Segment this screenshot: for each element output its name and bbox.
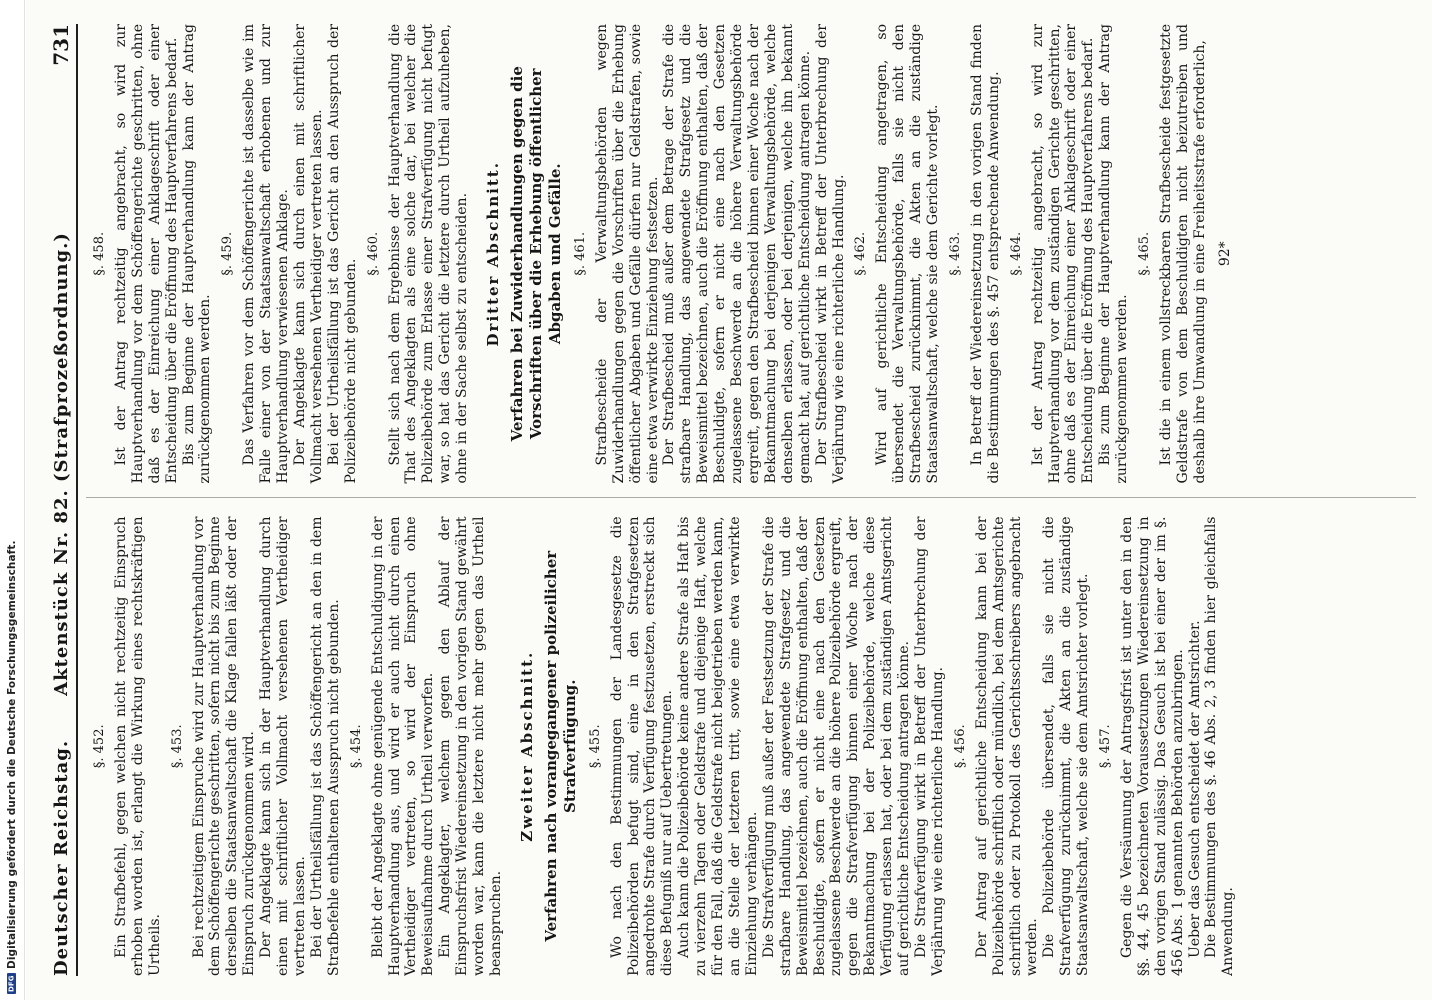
scan-credit-strip xyxy=(0,0,25,1000)
paragraph-text: Bis zum Beginne der Hauptverhandlung kann der Antrag zurückgenommen werden. xyxy=(1097,24,1131,484)
paragraph-text: Die Strafverfügung wirkt in Betreff der Unterbrechung der Verjährung wie eine richterliche Handlung. xyxy=(912,516,946,976)
paragraph-text: Bleibt der Angeklagte ohne genügende Entschuldigung in der Hauptverhandlung aus, und wird er auch nicht durch einen Vertheidiger vertreten, so wird der Einspruch ohne Beweisaufnahme durch Urtheil verworfen. xyxy=(369,516,437,976)
paragraph-text: Der Strafbescheid muß außer dem Betrage der Strafe die strafbare Handlung, das angewendete Strafgesetz und die Beweismittel bezeichnen, auch die Eröffnung enthalten, daß der Beschuldigte, sofern er nicht eine nach den Gesetzen zugelassene Beschwerde an die höhere Verwaltungsbehörde ergreift, gegen den Strafbescheid binnen einer Woche nach der Bekanntmachung bei derjenigen Verwaltungsbehörde, welche denselben erlassen, oder bei derjenigen, welche ihn bekannt gemacht hat, auf gerichtliche Entscheidung antragen könne. xyxy=(661,24,813,484)
paragraph-text: Der Strafbescheid wirkt in Betreff der Unterbrechung der Verjährung wie eine richterliche Handlung. xyxy=(813,24,847,484)
page-number: 731 xyxy=(49,24,73,66)
paragraph-number: §. 455. xyxy=(587,724,603,769)
paragraph-number: §. 457. xyxy=(1098,724,1114,769)
paragraph-text: Gegen die Versäumung der Antragsfrist ist unter den in den §§. 44, 45 bezeichneten Voraussetzungen Wiedereinsetzung in den vorigen Stand zulässig. Das Gesuch ist bei einer der im §. 456 Abs. 1 genannten Behörden anzubringen. xyxy=(1118,516,1186,976)
paragraph-number: §. 462. xyxy=(853,231,869,276)
paragraph-text: Der Angeklagte kann sich durch einen mit schriftlicher Vollmacht versehenen Vertheidiger vertreten lassen. xyxy=(291,24,325,484)
paragraph-number: §. 452. xyxy=(92,724,107,769)
dfg-logo: DFG xyxy=(7,975,16,992)
paragraph-text: Wird auf gerichtliche Entscheidung angetragen, so übersendet die Verwaltungsbehörde, falls sie nicht den Strafbescheid zurücknimmt, die Akten an die zuständige Staatsanwaltschaft, welche sie dem Gerichte vorlegt. xyxy=(874,24,942,484)
paragraph-text: Strafbescheide der Verwaltungsbehörden wegen Zuwiderhandlungen gegen die Vorschriften über die Erhebung öffentlicher Abgaben und Gefälle dürfen nur Geldstrafen, sowie eine etwa verwirkte Einziehung festsetzen. xyxy=(593,24,661,484)
paragraph-text: Die Bestimmungen des §. 46 Abs. 2, 3 finden hier gleichfalls Anwendung. xyxy=(1203,516,1237,976)
right-column xyxy=(86,24,1416,499)
paragraph-text: Das Verfahren vor dem Schöffengerichte ist dasselbe wie im Falle einer von der Staatsanwaltschaft erhobenen und zur Hauptverhandlung verwiesenen Anklage. xyxy=(241,24,292,484)
paragraph-text: Bei rechtzeitigem Einspruche wird zur Hauptverhandlung vor dem Schöffengerichte geschritten, sofern nicht bis zum Beginne derselben die Staatsanwaltschaft die Klage fallen läßt oder der Einspruch zurückgenommen wird. xyxy=(190,516,258,976)
document-reference: Aktenstück Nr. 82. (Strafprozeßordnung.) xyxy=(51,232,72,696)
left-column xyxy=(86,517,1416,977)
paragraph-text: Der Angeklagte kann sich in der Hauptverhandlung durch einen mit schriftlicher Vollmacht versehenen Vertheidiger vertreten lassen. xyxy=(258,516,308,976)
section-title: Verfahren bei Zuwiderhandlungen gegen die Vorschriften über die Erhebung öffentlicher Abgaben und Gefälle. xyxy=(507,66,564,442)
paragraph-number: §. 458. xyxy=(92,231,107,276)
paragraph-text: Ein Angeklagter, welchem gegen den Ablauf der Einspruchsfrist Wiedereinsetzung in den vorigen Stand gewährt worden war, kann die letztere nicht mehr gegen das Urtheil beanspruchen. xyxy=(437,516,504,976)
page-header xyxy=(40,24,78,976)
paragraph-text: Die Strafverfügung muß außer der Festsetzung der Strafe die strafbare Handlung, das angewendete Strafgesetz und die Beweismittel bezeichnen, auch die Eröffnung enthalten, daß der Beschuldigte, sofern er nicht eine nach den Gesetzen zugelassene Beschwerde an die höhere Polizeibehörde ergreift, gegen die Strafverfügung binnen einer Woche nach der Bekanntmachung bei der Polizeibehörde, welche diese Verfügung erlassen hat, oder bei dem zuständigen Amtsgericht auf gerichtliche Entscheidung antragen könne. xyxy=(760,516,913,976)
scan-credit xyxy=(2,6,22,994)
paragraph-number: §. 459. xyxy=(220,231,236,276)
paragraph-text: Wo nach den Bestimmungen der Landesgesetze die Polizeibehörden befugt sind, eine in den Strafgesetzen angedrohte Strafe durch Verfügung festzusetzen, erstreckt sich diese Befugniß nur auf Uebertretungen. xyxy=(608,516,676,976)
scan-credit-text: Digitalisierung gefördert durch die Deutsche Forschungsgemeinschaft. xyxy=(6,540,18,970)
paragraph-text: In Betreff der Wiedereinsetzung in den vorigen Stand finden die Bestimmungen des §. 457 entsprechende Anwendung. xyxy=(968,24,1002,484)
section-title: Verfahren nach vorangegangener polizeilicher Strafverfügung. xyxy=(541,550,579,942)
paragraph-text: Die Polizeibehörde übersendet, falls sie nicht die Strafverfügung zurücknimmt, die Akten an die zuständige Staatsanwaltschaft, welche sie dem Amtsrichter vorlegt. xyxy=(1041,516,1092,976)
paragraph-text: Der Antrag auf gerichtliche Entscheidung kann bei der Polizeibehörde schriftlich oder mündlich, bei dem Amtsgerichte schriftlich oder zu Protokoll des Gerichtsschreibers angebracht werden. xyxy=(973,516,1041,976)
paragraph-text: Ist der Antrag rechtzeitig angebracht, so wird zur Hauptverhandlung vor dem Schöffengerichte geschritten, ohne daß es der Einreichung einer Anklageschrift oder einer Entscheidung über die Eröffnung des Hauptverfahrens bedarf. xyxy=(112,24,180,484)
paragraph-text: Auch kann die Polizeibehörde keine andere Strafe als Haft bis zu vierzehn Tagen oder Geldstrafe und diejenige Haft, welche für den Fall, daß die Geldstrafe nicht beigetrieben werden kann, an die Stelle der letzteren tritt, sowie eine etwa verwirkte Einziehung verhängen. xyxy=(676,516,760,976)
paragraph-number: §. 461. xyxy=(572,231,588,276)
paragraph-text: Bis zum Beginne der Hauptverhandlung kann der Antrag zurückgenommen werden. xyxy=(180,24,214,484)
text-columns xyxy=(86,24,1416,976)
paragraph-number: §. 465. xyxy=(1137,231,1153,276)
section-heading: Dritter Abschnitt. xyxy=(484,161,503,347)
paragraph-number: §. 456. xyxy=(952,724,968,769)
paragraph-text: Bei der Urtheilsfällung ist das Gericht an den Ausspruch der Polizeibehörde nicht gebunden. xyxy=(325,24,359,484)
paragraph-number: §. 464. xyxy=(1008,231,1024,276)
paragraph-number: §. 460. xyxy=(365,231,381,276)
paragraph-number: §. 453. xyxy=(169,724,185,769)
section-heading: Zweiter Abschnitt. xyxy=(517,650,536,842)
paragraph-number: §. 454. xyxy=(348,724,364,769)
paragraph-text: Ist der Antrag rechtzeitig angebracht, so wird zur Hauptverhandlung vor dem zuständigen Gerichte geschritten, ohne daß es der Einreichung einer Anklageschrift oder einer Entscheidung über die Eröffnung des Hauptverfahrens bedarf. xyxy=(1029,24,1097,484)
column-footnote: 92* xyxy=(1216,241,1233,267)
paragraph-text: Ein Strafbefehl, gegen welchen nicht rechtzeitig Einspruch erhoben worden ist, erlangt die Wirkung eines rechtskräftigen Urtheils. xyxy=(112,516,163,976)
paragraph-number: §. 463. xyxy=(947,231,963,276)
paragraph-text: Ist die in einem vollstreckbaren Strafbescheide festgesetzte Geldstrafe von dem Beschuldigten nicht beizutreiben und deshalb ihre Umwandlung in eine Freiheitsstrafe erforderlich, xyxy=(1157,24,1208,484)
paragraph-text: Stellt sich nach dem Ergebnisse der Hauptverhandlung die That des Angeklagten als eine solche dar, bei welcher die Polizeibehörde zum Erlasse einer Strafverfügung nicht befugt war, so hat das Gericht die letztere durch Urtheil aufzuheben, ohne in der Sache selbst zu entscheiden. xyxy=(386,24,471,484)
paragraph-text: Ueber das Gesuch entscheidet der Amtsrichter. xyxy=(1186,620,1203,958)
paragraph-text: Bei der Urtheilsfällung ist das Schöffengericht an den in dem Strafbefehle enthaltenen Ausspruch nicht gebunden. xyxy=(308,516,342,976)
running-title: Deutscher Reichstag. xyxy=(51,739,72,976)
scanned-page xyxy=(26,0,1432,1000)
